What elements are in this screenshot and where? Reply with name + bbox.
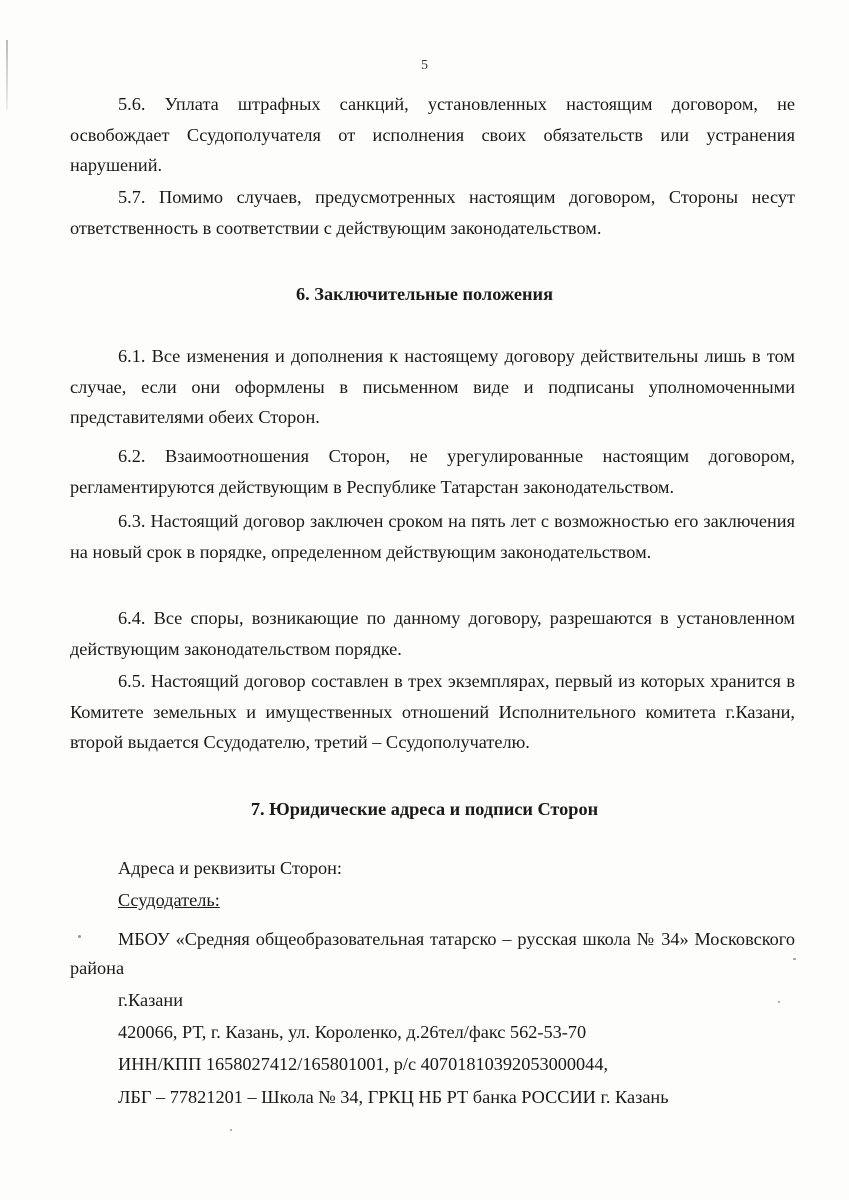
paragraph-6-4: 6.4. Все споры, возникающие по данному договору, разрешаются в установленном действующим законодательством порядке. bbox=[70, 608, 795, 659]
scan-speck bbox=[778, 1001, 780, 1003]
section-7-heading: 7. Юридические адреса и подписи Сторон bbox=[250, 799, 599, 819]
scan-edge-shadow bbox=[6, 40, 8, 110]
paragraph-5-7: 5.7. Помимо случаев, предусмотренных настоящим договором, Стороны несут ответственность в соответствии с действующим законодательством. bbox=[70, 187, 795, 238]
org-inn: ИНН/КПП 1658027412/165801001, р/с 40701810392053000044, bbox=[118, 1054, 609, 1074]
paragraph-6-1: 6.1. Все изменения и дополнения к настоящему договору действительны лишь в том случае, если они оформлены в письменном виде и подписаны уполномоченными представителями обеих Сторон. bbox=[70, 346, 795, 427]
scan-speck bbox=[230, 1129, 232, 1131]
requisites-intro: Адреса и реквизиты Сторон: bbox=[118, 858, 342, 878]
page-number: 5 bbox=[421, 58, 428, 73]
paragraph-6-5: 6.5. Настоящий договор составлен в трех экземплярах, первый из которых хранится в Комитете земельных и имущественных отношений Исполнительного комитета г.Казани, второй выдается Ссудодателю, третий – Ссудополучателю. bbox=[70, 671, 795, 752]
org-address: 420066, РТ, г. Казань, ул. Короленко, д.26тел/факс 562-53-70 bbox=[118, 1022, 587, 1042]
lender-label: Ссудодатель: bbox=[118, 890, 220, 910]
org-city: г.Казани bbox=[118, 990, 183, 1010]
org-bank: ЛБГ – 77821201 – Школа № 34, ГРКЦ НБ РТ банка РОССИИ г. Казань bbox=[118, 1087, 669, 1107]
paragraph-5-6: 5.6. Уплата штрафных санкций, установленных настоящим договором, не освобождает Ссудополучателя от исполнения своих обязательств или устранения нарушений. bbox=[70, 94, 795, 175]
section-6-heading: 6. Заключительные положения bbox=[296, 284, 553, 304]
paragraph-6-2: 6.2. Взаимоотношения Сторон, не урегулированные настоящим договором, регламентируются действующим в Республике Татарстан законодательством. bbox=[70, 446, 795, 497]
org-name-block bbox=[70, 925, 795, 983]
paragraph-6-3: 6.3. Настоящий договор заключен сроком на пять лет с возможностью его заключения на новый срок в порядке, определенном действующим законодательством. bbox=[70, 511, 795, 562]
org-name: МБОУ «Средняя общеобразовательная татарско – русская школа № 34» Московского района bbox=[70, 929, 795, 978]
